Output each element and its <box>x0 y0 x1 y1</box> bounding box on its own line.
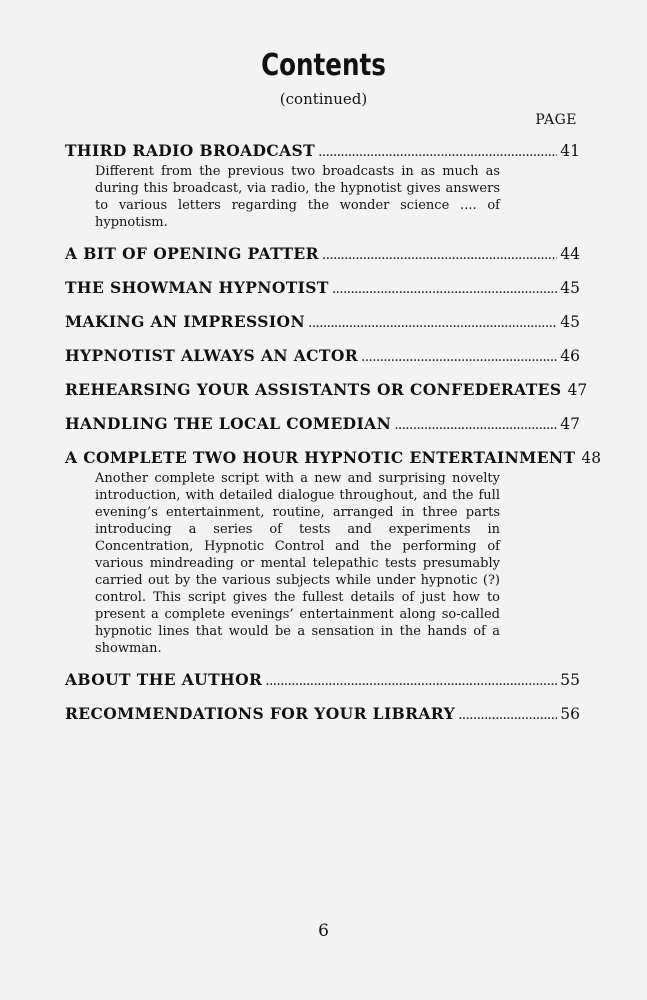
toc-entry <box>65 278 580 299</box>
page-title: Contents <box>261 48 386 83</box>
dot-leader <box>318 142 557 162</box>
toc-entry <box>65 704 580 725</box>
page-column-label: PAGE <box>535 112 577 128</box>
dot-leader <box>332 279 557 299</box>
table-of-contents <box>65 141 602 738</box>
dot-leader <box>308 313 557 333</box>
toc-entry-page: 55 <box>560 671 580 689</box>
toc-entry-title: REHEARSING YOUR ASSISTANTS OR CONFEDERATES <box>65 380 562 399</box>
dot-leader <box>265 671 557 691</box>
dot-leader <box>394 415 557 435</box>
toc-entry-title: RECOMMENDATIONS FOR YOUR LIBRARY <box>65 704 456 723</box>
toc-entry-page: 46 <box>560 347 580 365</box>
toc-entry-title: HYPNOTIST ALWAYS AN ACTOR <box>65 346 359 365</box>
toc-entry <box>65 141 580 231</box>
toc-entry-page: 47 <box>567 381 588 399</box>
toc-entry-title: A BIT OF OPENING PATTER <box>65 244 319 263</box>
toc-entry <box>65 244 580 265</box>
toc-entry-title: ABOUT THE AUTHOR <box>65 670 263 689</box>
toc-entry-title: HANDLING THE LOCAL COMEDIAN <box>65 414 392 433</box>
toc-entry-title: THIRD RADIO BROADCAST <box>65 141 316 160</box>
toc-entry-title: A COMPLETE TWO HOUR HYPNOTIC ENTERTAINMENT <box>65 448 576 467</box>
toc-entry-page: 44 <box>560 245 580 263</box>
toc-entry <box>65 670 580 691</box>
toc-entry <box>65 414 580 435</box>
toc-entry-description: Another complete script with a new and surprising novelty introduction, with detailed dialogue throughout, and the full evening’s entertainment, routine, arranged in three parts introducing a series of tests and experiments in Concentration, Hypnotic Control and the performing of various mindreading or mental telepathic tests presumably carried out by the various subjects while under hypnotic (?) control. This script gives the fullest details of just how to present a complete evenings’ entertainment along so-called hypnotic lines that would be a sensation in the hands of a showman. <box>95 471 500 656</box>
page-number: 6 <box>318 921 329 941</box>
toc-entry <box>65 346 580 367</box>
toc-entry-title: MAKING AN IMPRESSION <box>65 312 306 331</box>
toc-entry-page: 56 <box>560 705 580 723</box>
toc-entry <box>65 312 580 333</box>
toc-entry-page: 41 <box>560 142 580 160</box>
toc-entry-page: 45 <box>560 313 580 331</box>
toc-entry <box>65 448 602 657</box>
dot-leader <box>458 705 557 725</box>
toc-entry-page: 45 <box>560 279 580 297</box>
toc-entry-title: THE SHOWMAN HYPNOTIST <box>65 278 329 297</box>
toc-entry-page: 47 <box>560 415 580 433</box>
toc-entry-page: 48 <box>581 449 602 467</box>
page-subtitle: (continued) <box>279 90 368 108</box>
toc-entry <box>65 380 588 401</box>
toc-entry-description: Different from the previous two broadcasts in as much as during this broadcast, via radio, the hypnotist gives answers to various letters regarding the wonder science .... of hypnotism. <box>95 164 500 230</box>
dot-leader <box>361 347 557 367</box>
dot-leader <box>322 245 557 265</box>
